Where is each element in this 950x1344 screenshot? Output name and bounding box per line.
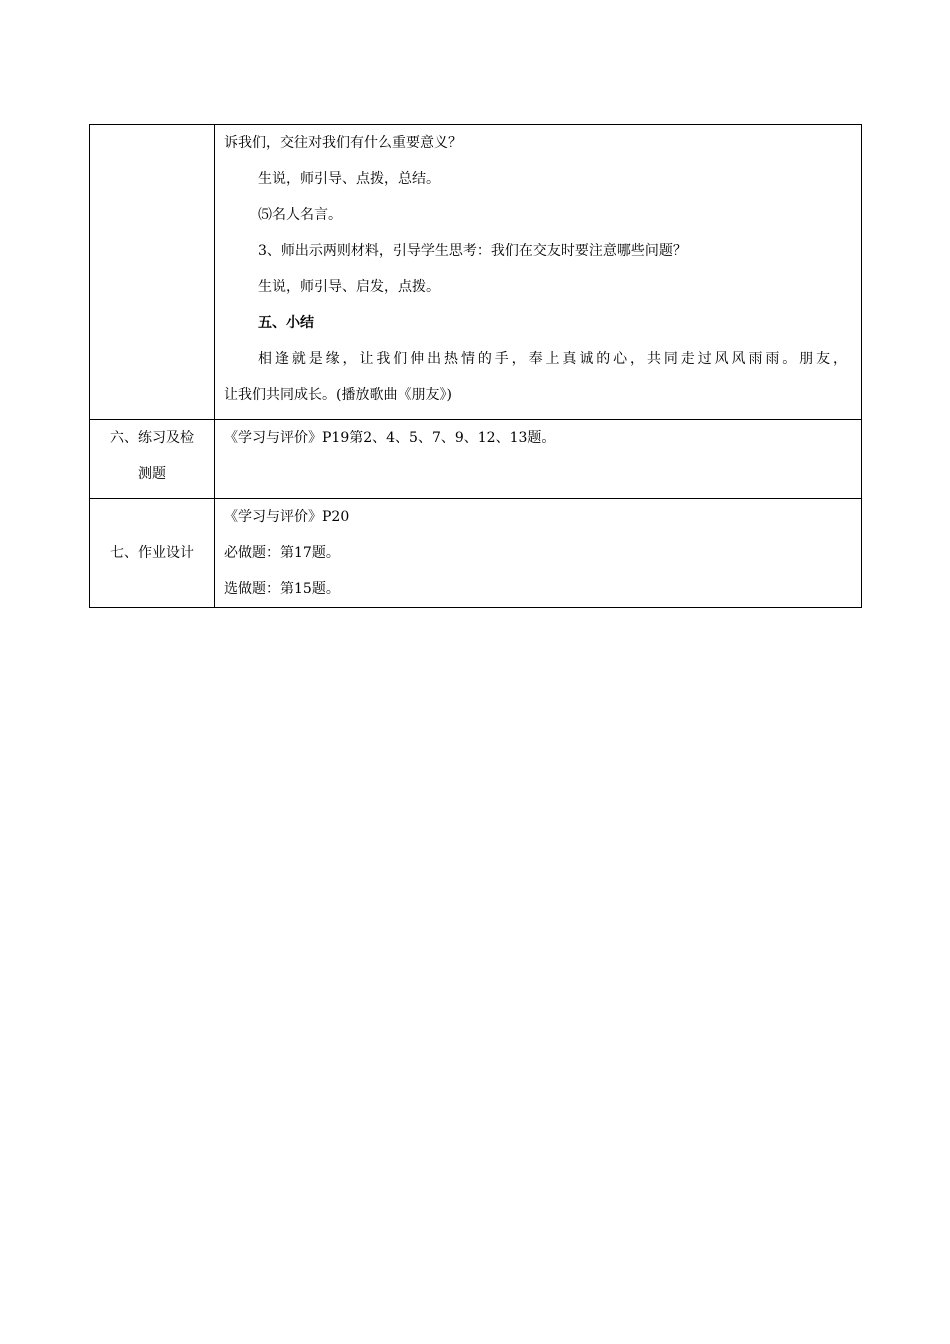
content-line: 《学习与评价》P20 [224, 509, 350, 525]
table-row [90, 125, 862, 420]
row-content-cell [215, 125, 862, 420]
row-label-cell [90, 499, 215, 608]
lesson-plan-table [89, 124, 862, 608]
content-line: ⑸名人名言。 [258, 207, 342, 223]
row-label: 测题 [138, 466, 166, 482]
content-line: 生说，师引导、启发，点拨。 [258, 279, 440, 295]
row-content-cell [215, 420, 862, 499]
content-line: 《学习与评价》P19第2、4、5、7、9、12、13题。 [224, 430, 556, 446]
row-label: 六、练习及检 [110, 430, 194, 446]
table-row [90, 499, 862, 608]
content-line: 诉我们，交往对我们有什么重要意义？ [224, 135, 462, 151]
content-line: 必做题：第17题。 [224, 545, 340, 561]
content-line: 3、师出示两则材料，引导学生思考：我们在交友时要注意哪些问题？ [258, 243, 687, 259]
table-row [90, 420, 862, 499]
row-content-cell [215, 499, 862, 608]
content-line: 相逢就是缘，让我们伸出热情的手，奉上真诚的心，共同走过风风雨雨。朋友， [258, 351, 847, 367]
row-label: 七、作业设计 [110, 545, 194, 561]
content-line: 选做题：第15题。 [224, 581, 340, 597]
content-line: 生说，师引导、点拨，总结。 [258, 171, 440, 187]
row-label-cell [90, 420, 215, 499]
content-line: 让我们共同成长。(播放歌曲《朋友》) [224, 387, 452, 403]
row-label-cell [90, 125, 215, 420]
section-heading: 五、小结 [258, 315, 314, 331]
